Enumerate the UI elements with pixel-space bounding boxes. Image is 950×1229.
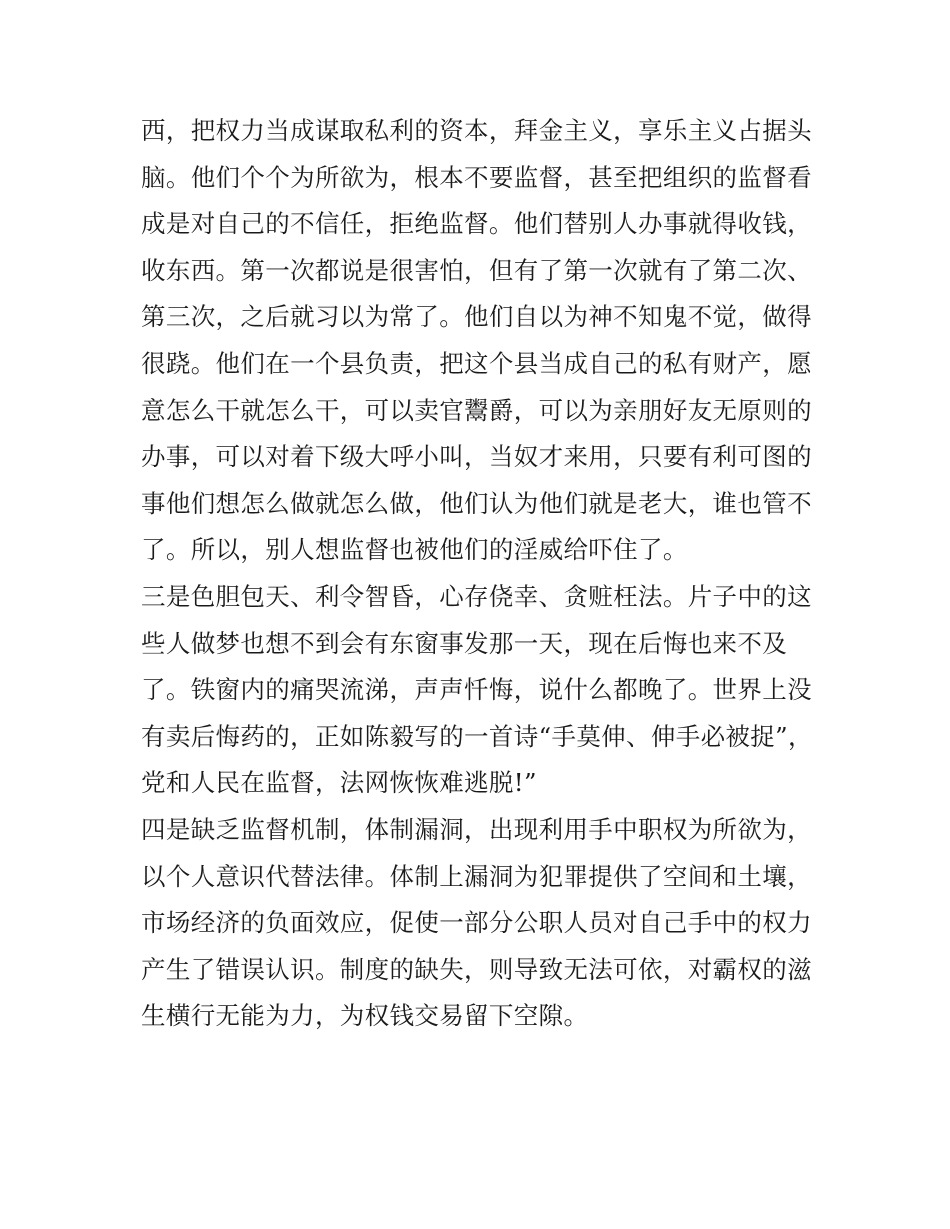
text-line: 市场经济的负面效应，促使一部分公职人员对自己手中的权力 bbox=[141, 908, 812, 938]
document-body-text bbox=[141, 108, 821, 1040]
text-line: 三是色胆包天、利令智昏，心存侥幸、贪赃枉法。片子中的这 bbox=[141, 581, 812, 611]
text-line: 意怎么干就怎么干，可以卖官鬻爵，可以为亲朋好友无原则的 bbox=[141, 395, 812, 425]
text-line: 事他们想怎么做就怎么做，他们认为他们就是老大，谁也管不 bbox=[141, 488, 812, 518]
text-line: 党和人民在监督，法网恢恢难逃脱!” bbox=[141, 768, 537, 798]
text-line: 成是对自己的不信任，拒绝监督。他们替别人办事就得收钱， bbox=[141, 209, 812, 239]
text-line: 四是缺乏监督机制，体制漏洞，出现利用手中职权为所欲为， bbox=[141, 814, 812, 844]
text-line: 脑。他们个个为所欲为，根本不要监督，甚至把组织的监督看 bbox=[141, 162, 812, 192]
text-line: 产生了错误认识。制度的缺失，则导致无法可依，对霸权的滋 bbox=[141, 954, 812, 984]
text-line: 很跷。他们在一个县负责，把这个县当成自己的私有财产，愿 bbox=[141, 348, 812, 378]
text-line: 第三次，之后就习以为常了。他们自以为神不知鬼不觉，做得 bbox=[141, 302, 812, 332]
text-line: 办事，可以对着下级大呼小叫，当奴才来用，只要有利可图的 bbox=[141, 442, 812, 472]
text-line: 生横行无能为力，为权钱交易留下空隙。 bbox=[141, 1001, 589, 1031]
text-line: 西，把权力当成谋取私利的资本，拜金主义，享乐主义占据头 bbox=[141, 116, 812, 145]
text-line: 了。所以，别人想监督也被他们的淫威给吓住了。 bbox=[141, 535, 688, 565]
text-line: 有卖后悔药的，正如陈毅写的一首诗“手莫伸、伸手必被捉”， bbox=[141, 721, 813, 751]
text-line: 些人做梦也想不到会有东窗事发那一天，现在后悔也来不及 bbox=[141, 628, 788, 658]
text-line: 以个人意识代替法律。体制上漏洞为犯罪提供了空间和土壤， bbox=[141, 861, 812, 891]
text-line: 收东西。第一次都说是很害怕，但有了第一次就有了第二次、 bbox=[141, 255, 812, 285]
text-line: 了。铁窗内的痛哭流涕，声声忏悔，说什么都晚了。世界上没 bbox=[141, 675, 812, 705]
